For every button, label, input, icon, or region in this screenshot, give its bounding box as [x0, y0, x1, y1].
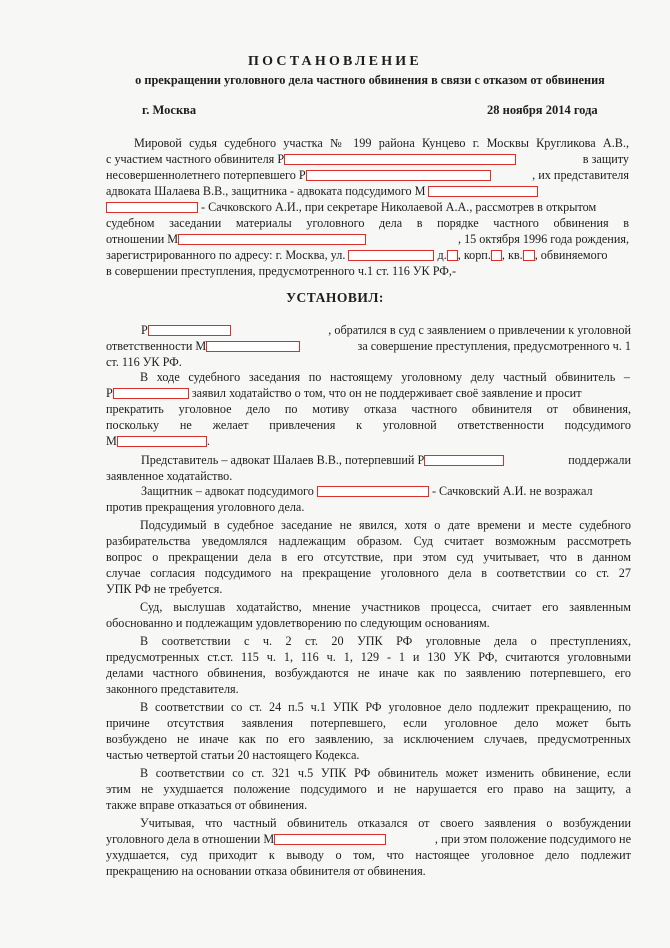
redaction-box — [274, 834, 386, 845]
text-fragment: , кв. — [501, 248, 523, 262]
text-line: также вправе отказаться от обвинения. — [106, 798, 308, 812]
text-line: УПК РФ не требуется. — [106, 582, 223, 596]
text-line: Мировой судья судебного участка № 199 района Кунцево г. Москвы Кругликова А.В., — [134, 136, 629, 150]
text-line: делами частного обвинения, возбуждаются не иначе как по заявлению потерпевшего, его — [106, 666, 631, 680]
text-fragment: , корп. — [457, 248, 491, 262]
text-line: В ходе судебного заседания по настоящему уголовному делу частный обвинитель – — [140, 370, 630, 384]
text-line — [106, 199, 629, 215]
text-fragment: с участием частного обвинителя Р — [106, 152, 285, 166]
document-subtitle: о прекращении уголовного дела частного обвинения в связи с отказом от обвинения — [135, 73, 605, 87]
text-line: поскольку не желает привлечения к уголовной ответственности подсудимого — [106, 418, 631, 432]
text-line: в совершении преступления, предусмотренного ч.1 ст. 116 УК РФ,- — [106, 264, 457, 278]
redaction-box — [523, 250, 535, 261]
redaction-box — [424, 455, 504, 466]
text-line: Учитывая, что частный обвинитель отказался от своего заявления о возбуждении — [140, 816, 631, 830]
text-line: частью четвертой статьи 20 настоящего Кодекса. — [106, 748, 360, 762]
text-fragment: , при этом положение подсудимого не — [434, 832, 631, 846]
text-line: Подсудимый в судебное заседание не явился, хотя о дате времени и месте судебного — [140, 518, 631, 532]
text-fragment: за совершение преступления, предусмотренного ч. 1 — [357, 339, 631, 353]
text-fragment: д. — [437, 248, 447, 262]
text-fragment: Защитник – адвокат подсудимого — [141, 484, 314, 498]
text-line: разбирательства уведомлялся надлежащим образом. Суд считает возможным рассмотреть — [106, 534, 631, 548]
redaction-box — [348, 250, 434, 261]
text-line: этим не ухудшается положение подсудимого и не нарушается его право на защиту, а — [106, 782, 631, 796]
text-line: заявленное ходатайство. — [106, 469, 233, 483]
text-fragment: Р — [141, 323, 148, 337]
text-line — [106, 385, 631, 401]
section-heading: УСТАНОВИЛ: — [286, 290, 384, 305]
redaction-box — [113, 388, 189, 399]
redaction-box — [428, 186, 538, 197]
text-line: Суд, выслушав ходатайство, мнение участников процесса, считает его заявленным — [140, 600, 631, 614]
document-place: г. Москва — [142, 103, 197, 117]
text-line: обоснованно и подлежащим удовлетворению по следующим основаниям. — [106, 616, 490, 630]
text-line: В соответствии со ст. 321 ч.5 УПК РФ обвинитель может изменить обвинение, если — [140, 766, 631, 780]
text-fragment: Р — [106, 386, 113, 400]
text-line — [141, 452, 631, 468]
text-line: В соответствии со ст. 24 п.5 ч.1 УПК РФ уголовное дело подлежит прекращению, по — [140, 700, 631, 714]
text-fragment: уголовного дела в отношении М — [106, 832, 275, 846]
text-fragment: поддержали — [568, 453, 631, 467]
text-line — [106, 151, 629, 167]
text-fragment: в защиту — [582, 152, 629, 166]
redaction-box — [447, 250, 458, 261]
text-line — [106, 433, 210, 449]
redaction-box — [306, 170, 491, 181]
text-line — [106, 247, 629, 263]
text-fragment: , обвиняемого — [534, 248, 608, 262]
text-fragment: . — [206, 434, 210, 448]
text-fragment: Представитель – адвокат Шалаев В.В., потерпевший Р — [141, 453, 425, 467]
text-fragment: , обратился в суд с заявлением о привлечении к уголовной — [328, 323, 631, 337]
text-line: причине отсутствия заявления потерпевшего, если уголовное дело может быть — [106, 716, 631, 730]
text-line: законного представителя. — [106, 682, 239, 696]
text-line: судебном заседании материалы уголовного дела в порядке частного обвинения в — [106, 216, 629, 230]
text-fragment: зарегистрированного по адресу: г. Москва, ул. — [106, 248, 346, 262]
text-fragment: , 15 октября 1996 года рождения, — [457, 232, 629, 246]
document-date: 28 ноября 2014 года — [487, 103, 598, 117]
text-line — [106, 338, 631, 354]
text-line — [106, 167, 629, 183]
redaction-box — [206, 341, 300, 352]
redaction-box — [491, 250, 502, 261]
text-fragment: М — [106, 434, 117, 448]
text-line — [106, 183, 629, 199]
text-line — [141, 483, 631, 499]
text-line: вопрос о прекращении дела в его отсутствие, при этом суд учитывает, что в данном — [106, 550, 631, 564]
text-line: В соответствии с ч. 2 ст. 20 УПК РФ уголовные дела о преступлениях, — [140, 634, 631, 648]
document-title: ПОСТАНОВЛЕНИЕ — [248, 54, 422, 69]
text-fragment: - Сачковский А.И. не возражал — [431, 484, 593, 498]
text-line: прекращению на основании отказа обвинителя от обвинения. — [106, 864, 426, 878]
text-line: предусмотренных ст.ст. 115 ч. 1, 116 ч. 1, 129 - 1 и 130 УК РФ, считаются уголовными — [106, 650, 631, 664]
redaction-box — [284, 154, 516, 165]
redaction-box — [178, 234, 366, 245]
text-fragment: адвоката Шалаева В.В., защитника - адвоката подсудимого М — [106, 184, 426, 198]
text-fragment: несовершеннолетнего потерпевшего Р — [106, 168, 306, 182]
text-line — [106, 231, 629, 247]
text-line — [106, 831, 631, 847]
text-line — [141, 322, 631, 338]
text-line: возбуждено не иначе как по его заявлению, за исключением случаев, предусмотренных — [106, 732, 631, 746]
text-line: ухудшается, суд приходит к выводу о том, что настоящее уголовное дело подлежит — [106, 848, 631, 862]
text-line: ст. 116 УК РФ. — [106, 355, 182, 369]
text-fragment: ответственности М — [106, 339, 207, 353]
text-fragment: отношении М — [106, 232, 179, 246]
redaction-box — [148, 325, 231, 336]
text-fragment: , их представителя — [532, 168, 629, 182]
text-line: против прекращения уголовного дела. — [106, 500, 305, 514]
text-fragment: заявил ходатайство о том, что он не поддерживает своё заявление и просит — [191, 386, 582, 400]
redaction-box — [317, 486, 429, 497]
text-line: прекратить уголовное дело по мотиву отказа частного обвинителя от обвинения, — [106, 402, 631, 416]
redaction-box — [106, 202, 198, 213]
text-line: случае согласия подсудимого на прекращение уголовного дела в соответствии со ст. 27 — [106, 566, 631, 580]
text-fragment: - Сачковского А.И., при секретаре Николаевой А.А., рассмотрев в открытом — [201, 200, 597, 214]
redaction-box — [117, 436, 207, 447]
